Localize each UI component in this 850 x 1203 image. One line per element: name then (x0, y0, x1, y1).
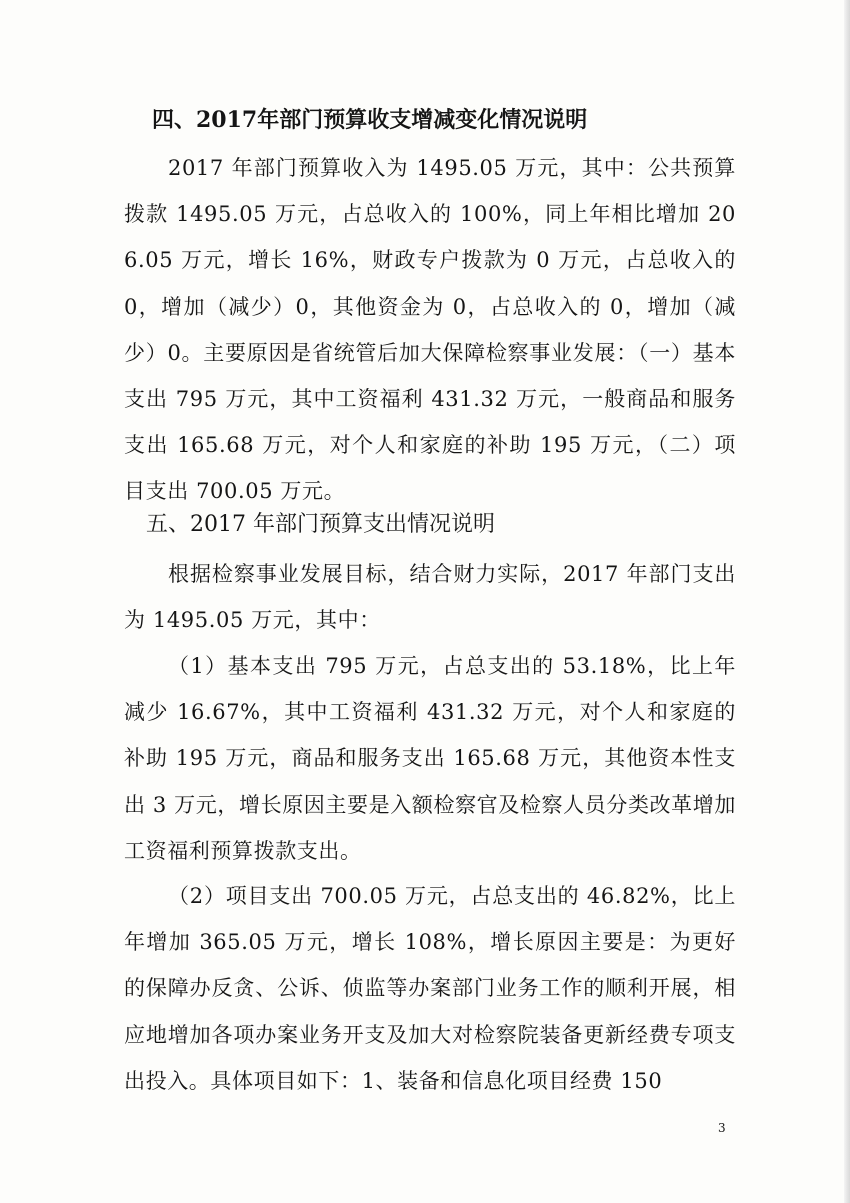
section5-intro-paragraph: 根据检察事业发展目标，结合财力实际，2017 年部门支出为 1495.05 万元，其中： (124, 562, 736, 633)
section4-paragraph: 2017 年部门预算收入为 1495.05 万元，其中：公共预算拨款 1495.05 万元，占总收入的 100%，同上年相比增加 206.05 万元，增长 16%，财政专户拨款为 0 万元，占总收入的 0，增加（减少）0，其他资金为 0，占总收入的 0，增加（减少）0。主要原因是省统管后加大保障检察事业发展：（一）基本支出 795 万元，其中工资福利 431.32 万元，一般商品和服务支出 165.68 万元，对个人和家庭的补助 195 万元，（二）项目支出 700.05 万元。 (124, 156, 736, 504)
section4-heading: 四、2017年部门预算收支增减变化情况说明 (152, 107, 588, 133)
basic-expenditure-paragraph: （1）基本支出 795 万元，占总支出的 53.18%，比上年减少 16.67%，其中工资福利 431.32 万元，对个人和家庭的补助 195 万元，商品和服务支出 165.68 万元，其他资本性支出 3 万元，增长原因主要是入额检察官及检察人员分类改革增加工资福利预算拨款支出。 (124, 654, 736, 863)
scan-edge-shadow (844, 0, 850, 1203)
project-expenditure-paragraph: （2）项目支出 700.05 万元，占总支出的 46.82%，比上年增加 365.05 万元，增长 108%，增长原因主要是：为更好的保障办反贪、公诉、侦监等办案部门业务工作的顺利开展，相应地增加各项办案业务开支及加大对检察院装备更新经费专项支出投入。具体项目如下：1、装备和信息化项目经费 150 (124, 884, 736, 1093)
page-number: 3 (718, 1121, 726, 1135)
section5-heading: 五、2017 年部门预算支出情况说明 (146, 512, 495, 537)
